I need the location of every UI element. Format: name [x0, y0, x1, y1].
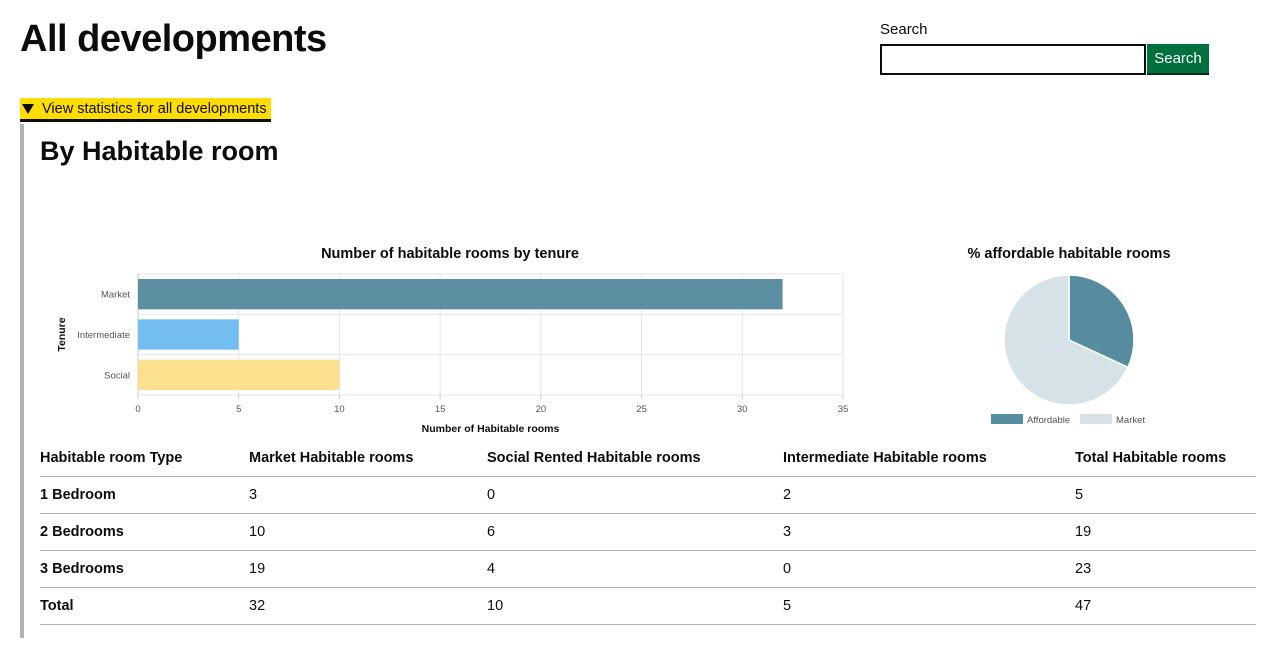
bar-intermediate: [138, 319, 239, 349]
table-row-header: 3 Bedrooms: [40, 551, 249, 588]
table-header-row: [40, 440, 1256, 477]
table-cell: 10: [249, 514, 487, 551]
bar-market: [138, 279, 783, 309]
table-header-cell: Intermediate Habitable rooms: [783, 440, 1075, 477]
details-border: [20, 124, 24, 638]
page-title: All developments: [20, 18, 327, 60]
table-row-total: [40, 588, 1256, 625]
details-summary-toggle[interactable]: [20, 98, 271, 122]
table-cell: 0: [783, 551, 1075, 588]
table-header-cell: Market Habitable rooms: [249, 440, 487, 477]
pie-chart-title: % affordable habitable rooms: [967, 246, 1171, 262]
table-cell: 19: [1075, 514, 1256, 551]
table-header-cell: Social Rented Habitable rooms: [487, 440, 783, 477]
tick-label: 0: [135, 404, 141, 415]
table-header-cell: Total Habitable rooms: [1075, 440, 1256, 477]
table-cell: 3: [783, 514, 1075, 551]
table-cell: 5: [783, 588, 1075, 625]
table-row-header: 2 Bedrooms: [40, 514, 249, 551]
bar-chart: [40, 265, 860, 437]
x-axis-title: Number of Habitable rooms: [421, 423, 560, 435]
table-cell: 0: [487, 477, 783, 514]
bar-chart-title: Number of habitable rooms by tenure: [321, 246, 579, 262]
tick-label: 25: [636, 404, 647, 415]
table-cell: 2: [783, 477, 1075, 514]
table-cell: 32: [249, 588, 487, 625]
tick-label: 30: [736, 404, 748, 415]
bar-social: [138, 360, 339, 390]
category-label: Social: [104, 370, 130, 382]
table-row: [40, 514, 1256, 551]
table-cell: 6: [487, 514, 783, 551]
tick-label: 5: [236, 404, 242, 415]
tick-label: 10: [334, 404, 345, 415]
y-axis-title: Tenure: [56, 317, 68, 352]
table-row-header: 1 Bedroom: [40, 477, 249, 514]
category-label: Intermediate: [77, 330, 130, 341]
legend-swatch: [991, 414, 1023, 424]
table-cell: 4: [487, 551, 783, 588]
table-row: [40, 551, 1256, 588]
legend-swatch: [1080, 414, 1112, 424]
tick-label: 20: [535, 404, 547, 415]
category-label: Market: [100, 289, 130, 301]
table-cell: 19: [249, 551, 487, 588]
table-cell: 3: [249, 477, 487, 514]
table-header-cell: Habitable room Type: [40, 440, 249, 477]
search-button[interactable]: Search: [1147, 44, 1209, 75]
triangle-down-icon: [22, 104, 34, 114]
statistics-table: [40, 440, 1256, 625]
table-cell: 5: [1075, 477, 1256, 514]
pie-chart: [960, 265, 1180, 435]
tick-label: 35: [837, 404, 849, 415]
legend-label: Affordable: [1027, 415, 1071, 426]
table-cell: 23: [1075, 551, 1256, 588]
table-cell: 47: [1075, 588, 1256, 625]
tick-label: 15: [434, 404, 446, 415]
legend-label: Market: [1116, 415, 1146, 426]
search-label: Search: [880, 21, 928, 38]
table-row-header: Total: [40, 588, 249, 625]
table-row: [40, 477, 1256, 514]
details-summary-label: View statistics for all developments: [42, 100, 267, 117]
search-input[interactable]: [880, 44, 1146, 75]
section-title: By Habitable room: [40, 136, 279, 166]
table-cell: 10: [487, 588, 783, 625]
